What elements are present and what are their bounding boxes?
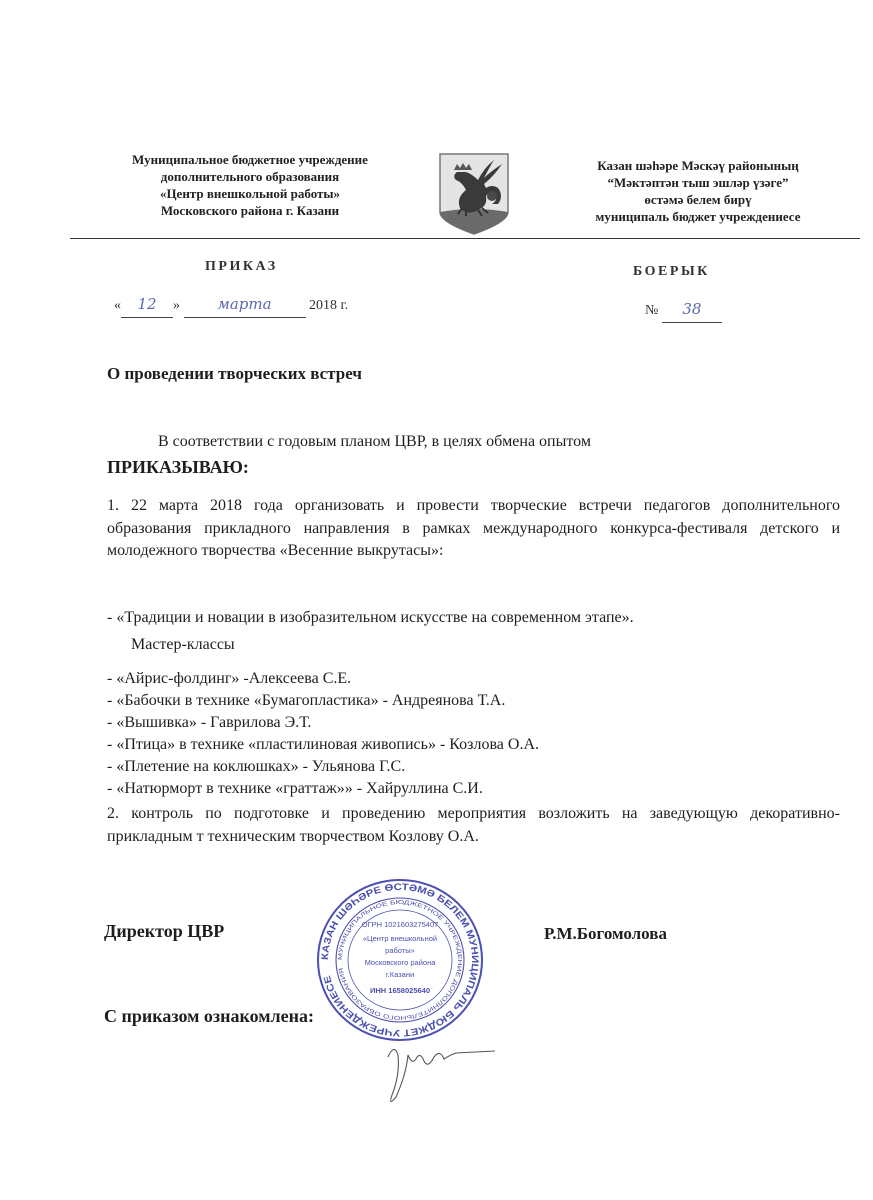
date-day-handwritten: 12 — [137, 295, 157, 313]
master-classes-list — [107, 668, 539, 800]
order-subject: О проведении творческих встреч — [107, 364, 362, 383]
stamp-center-line: работы» — [385, 946, 415, 955]
header-right-line: муниципаль бюджет учреждениесе — [595, 209, 801, 224]
header-right-line: Казан шәһәре Мәскәү районының — [597, 158, 799, 173]
institution-name-ru — [90, 151, 410, 219]
header-divider — [70, 238, 860, 239]
header-right-line: өстәмә белем бирү — [644, 192, 752, 207]
master-class-item: - «Айрис-фолдинг» -Алексеева С.Е. — [107, 670, 352, 687]
master-class-item: - «Бабочки в технике «Бумагопластика» - Андреянова Т.А. — [107, 692, 506, 709]
number-label: № — [645, 303, 659, 318]
stamp-inner-ring: МУНИЦИПАЛЬНОЕ БЮДЖЕТНОЕ УЧРЕЖДЕНИЕ ДОПОЛНИТЕЛЬНОГО ОБРАЗОВАНИЯ — [337, 899, 463, 1021]
handwritten-signature — [380, 1035, 500, 1110]
stamp-inn: ИНН 1658025640 — [369, 986, 431, 995]
order-item-1: 1. 22 марта 2018 года организовать и провести творческие встречи педагогов дополнительного образования прикладного направления в рамках международного конкурса-фестиваля детского и молодежного творчества «Весенние выкрутасы»: — [107, 497, 840, 559]
master-class-item: - «Птица» в технике «пластилиновая живопись» - Козлова О.А. — [107, 736, 540, 753]
order-title-tt: БОЕРЫК — [633, 264, 710, 279]
number-field — [662, 298, 722, 323]
date-day-field — [121, 293, 173, 318]
master-class-item: - «Вышивка» - Гаврилова Э.Т. — [107, 714, 312, 731]
date-year: 2018 г. — [309, 298, 349, 313]
stamp-outer-text: КАЗАН ШӘҺӘРЕ ӨСТӘМӘ БЕЛЕМ МУНИЦИПАЛЬ БЮДЖЕТ УЧРЕЖДЕНИЕСЕ — [319, 881, 481, 1039]
director-name: Р.М.Богомолова — [544, 924, 667, 943]
institution-name-tt — [538, 157, 858, 225]
header-left-line: Муниципальное бюджетное учреждение — [132, 152, 368, 167]
director-position: Директор ЦВР — [104, 921, 225, 941]
master-class-item: - «Плетение на коклюшках» - Ульянова Г.С. — [107, 758, 406, 775]
master-classes-title: Мастер-классы — [131, 636, 235, 653]
date-month-field — [184, 293, 306, 318]
stamp-center-line: «Центр внешкольной — [362, 934, 438, 943]
meeting-theme: - «Традиции и новации в изобразительном искусстве на современном этапе». — [107, 609, 634, 626]
order-date — [114, 293, 348, 318]
order-item-2: 2. контроль по подготовке и проведению мероприятия возложить на заведующую декоративно-прикладным т техническим творчеством Козлову О.А. — [107, 805, 840, 845]
order-command: ПРИКАЗЫВАЮ: — [107, 457, 249, 477]
date-month-handwritten: марта — [217, 295, 272, 313]
acquainted-label: С приказом ознакомлена: — [104, 1006, 315, 1026]
stamp-ogrn: ОГРН 1021603275407 — [361, 920, 439, 929]
order-number — [645, 298, 722, 323]
order-title-ru: ПРИКАЗ — [205, 259, 278, 274]
order-intro: В соответствии с годовым планом ЦВР, в целях обмена опытом — [158, 433, 591, 450]
stamp-center-line: Московского района — [364, 958, 436, 967]
master-class-item: - «Натюрморт в технике «граттаж»» - Хайруллина С.И. — [107, 780, 483, 797]
header-left-line: «Центр внешкольной работы» — [159, 186, 341, 201]
stamp-center-line: г.Казани — [385, 970, 415, 979]
header-right-line: “Мәктәптән тыш эшләр үзәге” — [607, 175, 789, 190]
date-close-quote: » — [173, 298, 180, 313]
kazan-coat-of-arms-icon — [432, 150, 516, 236]
number-handwritten: 38 — [682, 300, 702, 318]
official-stamp — [300, 875, 500, 1045]
header-left-line: Московского района г. Казани — [160, 203, 340, 218]
header-left-line: дополнительного образования — [160, 169, 340, 184]
date-open-quote: « — [114, 298, 121, 313]
